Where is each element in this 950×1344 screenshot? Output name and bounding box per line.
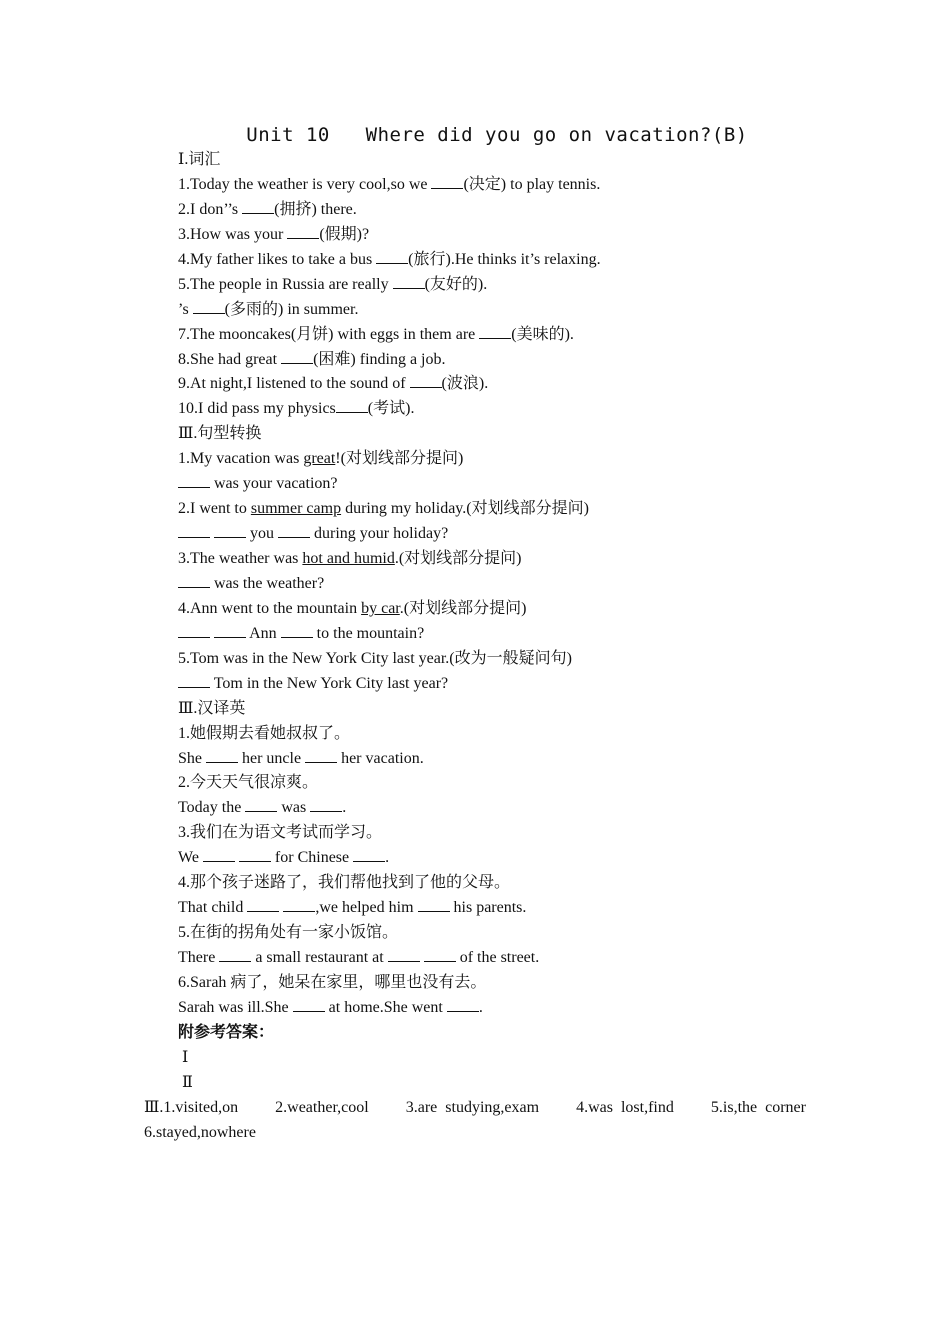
answer-blank[interactable] — [305, 748, 337, 763]
section-header-translate: Ⅲ.汉译英 — [178, 699, 246, 717]
answer-blank[interactable] — [193, 299, 225, 314]
vocab-item: 5.The people in Russia are really (友好的). — [178, 275, 488, 293]
transform-question: 3.The weather was hot and humid.(对划线部分提问) — [178, 550, 522, 567]
translate-english: That child ,we helped him his parents. — [178, 899, 527, 917]
answer-blank[interactable] — [388, 947, 420, 962]
answer-blank[interactable] — [410, 373, 442, 388]
translate-chinese: 1.她假期去看她叔叔了。 — [178, 724, 351, 742]
answer-blank[interactable] — [283, 897, 315, 912]
translate-english: There a small restaurant at of the street. — [178, 949, 540, 966]
answer-blank[interactable] — [353, 847, 385, 862]
vocab-item: 8.She had great (困难) finding a job. — [178, 350, 446, 368]
answer-blank[interactable] — [214, 623, 246, 638]
translate-chinese: 5.在街的拐角处有一家小饭馆。 — [178, 924, 399, 942]
answer-blank[interactable] — [447, 997, 479, 1012]
answer-blank[interactable] — [247, 897, 279, 912]
translate-english: Sarah was ill.She at home.She went . — [178, 998, 483, 1016]
answer-blank[interactable] — [245, 797, 277, 812]
vocab-item: 4.My father likes to take a bus (旅行).He thinks it’s relaxing. — [178, 250, 601, 268]
answer-item: 6.stayed,nowhere — [144, 1124, 256, 1141]
transform-answer: was the weather? — [178, 572, 858, 597]
transform-answer: Tom in the New York City last year? — [178, 672, 858, 697]
answer-blank[interactable] — [336, 398, 368, 413]
answer-blank[interactable] — [293, 997, 325, 1012]
answer-blank[interactable] — [393, 274, 425, 289]
answer-blank[interactable] — [178, 673, 210, 688]
answer-blank[interactable] — [178, 473, 210, 488]
vocab-item: 10.I did pass my physics (考试). — [178, 400, 415, 418]
answer-blank[interactable] — [178, 523, 210, 538]
answer-blank[interactable] — [203, 847, 235, 862]
vocab-item: ’s (多雨的) in summer. — [178, 300, 359, 318]
answer-blank[interactable] — [278, 523, 310, 538]
answer-blank[interactable] — [242, 199, 274, 214]
answer-item: 5.is,the corner — [710, 1099, 806, 1116]
translate-chinese: 3.我们在为语文考试而学习。 — [178, 824, 383, 842]
answers-section-II: Ⅱ — [182, 1073, 193, 1091]
translate-chinese: 4.那个孩子迷路了，我们帮他找到了他的父母。 — [178, 874, 511, 892]
answer-blank[interactable] — [281, 349, 313, 364]
vocab-item: 3.How was your (假期)? — [178, 225, 370, 243]
answer-blank[interactable] — [418, 897, 450, 912]
answer-blank[interactable] — [178, 623, 210, 638]
translate-chinese: 2.今天天气很凉爽。 — [178, 774, 319, 792]
answer-item: 3.are studying,exam — [405, 1099, 540, 1116]
transform-answer: you during your holiday? — [178, 522, 858, 547]
translate-english: We for Chinese . — [178, 849, 390, 867]
transform-answer: was your vacation? — [178, 472, 858, 497]
answer-blank[interactable] — [310, 797, 342, 812]
answer-blank[interactable] — [239, 847, 271, 862]
answer-blank[interactable] — [281, 623, 313, 638]
transform-question: 4.Ann went to the mountain by car.(对划线部分提问) — [178, 599, 527, 617]
translate-english: Today the was . — [178, 799, 347, 817]
page-title: Unit 10 Where did you go on vacation?(B) — [246, 124, 748, 146]
transform-answer: Ann to the mountain? — [178, 622, 858, 647]
answers-header: 附参考答案： — [178, 1023, 275, 1041]
answer-blank[interactable] — [479, 324, 511, 339]
answers-section-I: Ⅰ — [182, 1048, 189, 1066]
answer-item: Ⅲ.1.visited,on — [144, 1099, 239, 1116]
vocab-item: 2.I don’’s (拥挤) there. — [178, 200, 357, 218]
section-header-vocab: Ⅰ.词汇 — [178, 151, 221, 168]
answers-row — [144, 1095, 806, 1120]
transform-question: 2.I went to summer camp during my holiday.(对划线部分提问) — [178, 500, 589, 518]
answer-blank[interactable] — [178, 573, 210, 588]
answer-blank[interactable] — [431, 174, 463, 189]
answers-section-III — [144, 1095, 806, 1145]
transform-question: 5.Tom was in the New York City last year.(改为一般疑问句) — [178, 649, 572, 667]
answer-blank[interactable] — [219, 947, 251, 962]
answer-blank[interactable] — [214, 523, 246, 538]
translate-chinese: 6.Sarah 病了，她呆在家里，哪里也没有去。 — [178, 973, 487, 991]
vocab-item: 1.Today the weather is very cool,so we (决定) to play tennis. — [178, 175, 601, 193]
vocab-item: 7.The mooncakes(月饼) with eggs in them are (美味的). — [178, 325, 574, 343]
translate-english: She her uncle her vacation. — [178, 749, 424, 767]
answer-blank[interactable] — [287, 224, 319, 239]
worksheet-body — [178, 148, 858, 1096]
answer-blank[interactable] — [424, 947, 456, 962]
answer-blank[interactable] — [206, 748, 238, 763]
answer-item: 4.was lost,find — [576, 1099, 674, 1116]
vocab-item: 9.At night,I listened to the sound of (波浪). — [178, 375, 489, 393]
section-header-transform: Ⅲ.句型转换 — [178, 425, 262, 443]
answer-item: 2.weather,cool — [275, 1099, 369, 1116]
answer-blank[interactable] — [376, 249, 408, 264]
transform-question: 1.My vacation was great!(对划线部分提问) — [178, 450, 464, 468]
